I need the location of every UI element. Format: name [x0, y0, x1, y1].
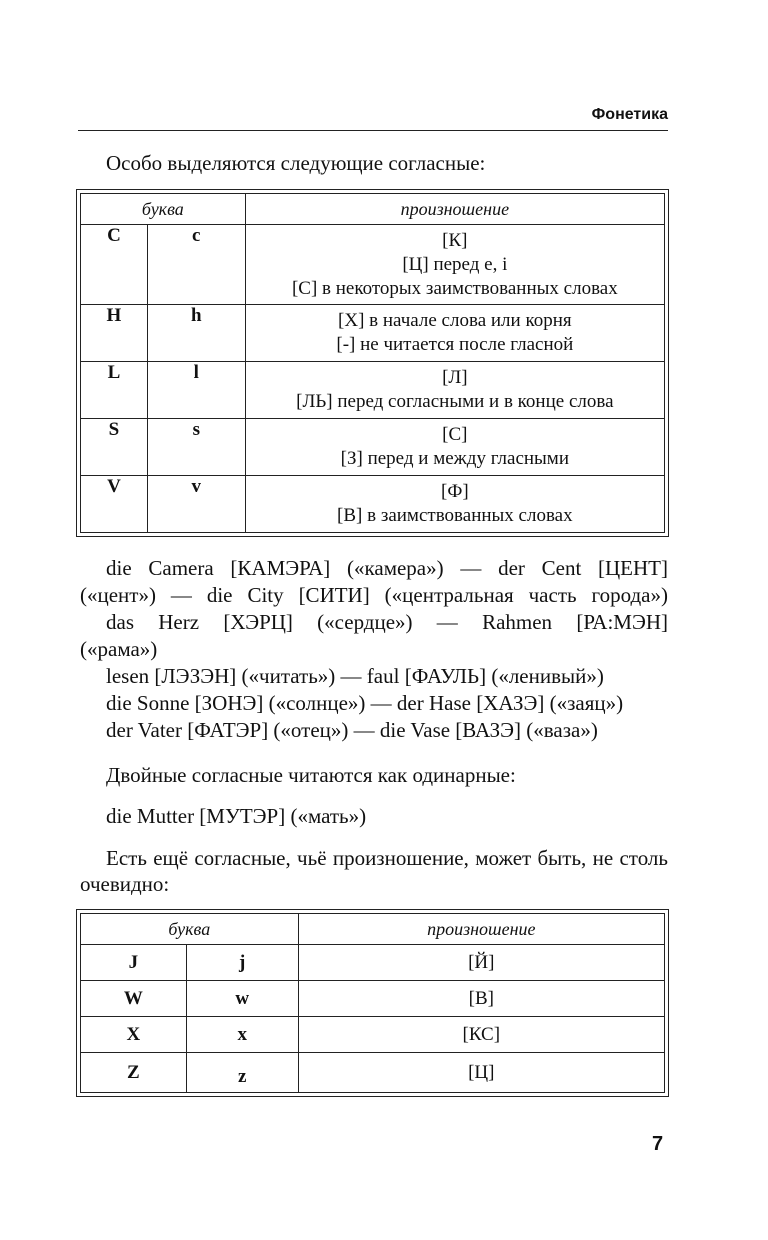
pronunciation-line: [Ц] перед e, i — [402, 253, 508, 275]
pronunciation-line: [-] не читается после гласной — [336, 334, 574, 355]
pronunciation-line: [Х] в начале слова или корня — [338, 310, 572, 331]
consonants-table-1 — [80, 193, 665, 533]
pronunciation — [245, 362, 664, 419]
letter-lower: w — [186, 981, 298, 1017]
table-row — [81, 362, 665, 419]
letter-upper: X — [81, 1017, 187, 1053]
consonants-table-2 — [80, 913, 665, 1093]
table-header-row — [81, 914, 665, 945]
letter-lower: x — [186, 1017, 298, 1053]
table-row — [81, 1017, 665, 1053]
table-row — [81, 225, 665, 305]
pronunciation-line: [Л] — [442, 367, 468, 388]
example-line: die Sonne [ЗОНЭ] («солнце») — der Hase [ХАЗЭ] («заяц») — [106, 691, 624, 715]
letter-lower: l — [147, 362, 245, 419]
pronunciation: [Й] — [298, 945, 664, 981]
example-line: lesen [ЛЭЗЭН] («читать») — faul [ФАУЛЬ] («ленивый») — [106, 664, 604, 688]
header-pronunciation: произношение — [245, 194, 664, 225]
pronunciation-line: [З] перед и между гласными — [340, 448, 569, 469]
pronunciation-line: [Ф] — [441, 481, 469, 502]
header-letter: буква — [81, 194, 246, 225]
pronunciation-line: [К] — [442, 229, 468, 251]
letter-upper: H — [81, 305, 148, 362]
letter-lower: v — [147, 476, 245, 533]
header-letter: буква — [81, 914, 299, 945]
letter-lower: j — [186, 945, 298, 981]
section-title: Фонетика — [591, 106, 668, 123]
header-pronunciation: произношение — [298, 914, 664, 945]
example-line: («цент») — die City [СИТИ] («центральная часть города») — [80, 583, 668, 607]
pronunciation — [245, 225, 664, 305]
pronunciation-line: [С] — [442, 424, 468, 445]
letter-lower: c — [147, 225, 245, 305]
intro-paragraph-2: Двойные согласные читаются как одинарные: — [106, 763, 516, 787]
letter-upper: S — [81, 419, 148, 476]
pronunciation — [245, 476, 664, 533]
example-line: das Herz [ХЭРЦ] («сердце») — Rahmen [РА:МЭН] — [106, 610, 668, 634]
letter-lower: z — [186, 1053, 298, 1093]
table-row — [81, 305, 665, 362]
table-row — [81, 1053, 665, 1093]
table-row — [81, 981, 665, 1017]
pronunciation-line: [С] в некоторых заимствованных словах — [291, 277, 618, 299]
table-row — [81, 945, 665, 981]
example-line: die Camera [КАМЭРА] («камера») — der Cent [ЦЕНТ] — [106, 556, 668, 580]
pronunciation: [В] — [298, 981, 664, 1017]
letter-upper: V — [81, 476, 148, 533]
page-number: 7 — [652, 1133, 664, 1155]
running-head — [78, 104, 668, 131]
letter-lower: s — [147, 419, 245, 476]
letter-upper: W — [81, 981, 187, 1017]
example-line: («рама») — [80, 637, 158, 661]
letter-upper: C — [81, 225, 148, 305]
pronunciation — [245, 419, 664, 476]
table-row — [81, 476, 665, 533]
letter-lower: h — [147, 305, 245, 362]
pronunciation: [КС] — [298, 1017, 664, 1053]
example-line: der Vater [ФАТЭР] («отец») — die Vase [ВАЗЭ] («ваза») — [106, 718, 598, 742]
table-header-row — [81, 194, 665, 225]
letter-upper: Z — [81, 1053, 187, 1093]
intro-paragraph-3: Есть ещё согласные, чьё произношение, может быть, не столь очевидно: — [80, 846, 668, 896]
letter-upper: J — [81, 945, 187, 981]
intro-paragraph-1: Особо выделяются следующие согласные: — [106, 151, 486, 175]
pronunciation-line: [ЛЬ] перед согласными и в конце слова — [296, 391, 614, 412]
pronunciation: [Ц] — [298, 1053, 664, 1093]
example-double-consonant: die Mutter [МУТЭР] («мать») — [106, 804, 367, 828]
pronunciation-line: [В] в заимствованных словах — [337, 505, 573, 526]
letter-upper: L — [81, 362, 148, 419]
pronunciation — [245, 305, 664, 362]
table-row — [81, 419, 665, 476]
